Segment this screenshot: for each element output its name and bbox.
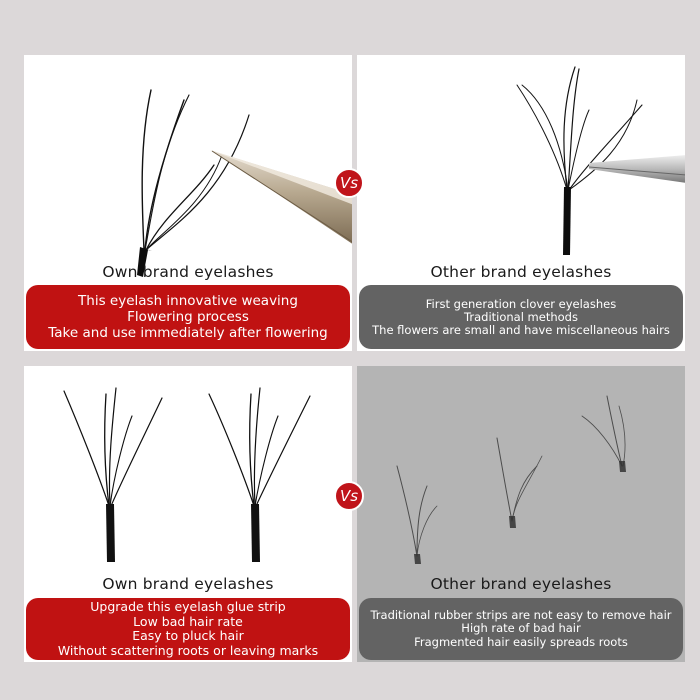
feature-line: Traditional rubber strips are not easy to remove hair [370,607,672,622]
other-brand-title: Other brand eyelashes [430,263,612,281]
own-brand-features-box [26,285,350,349]
feature-line: Without scattering roots or leaving marks [57,642,319,658]
feature-line: Low bad hair rate [133,613,243,629]
other-brand-features-box [359,598,683,660]
feature-line: Take and use immediately after flowering [48,325,328,341]
vs-badge: Vs [334,168,364,198]
own-brand-title: Own brand eyelashes [102,263,274,281]
own-brand-title: Own brand eyelashes [102,575,274,593]
feature-line: The flowers are small and have miscellaneous hairs [372,322,670,337]
feature-line: High rate of bad hair [461,621,581,636]
own-brand-features-box [26,598,350,660]
feature-line: First generation clover eyelashes [425,296,617,311]
other-brand-panel-2 [357,366,685,662]
other-brand-panel-1 [357,55,685,351]
own-brand-panel-2 [24,366,352,662]
feature-line: Flowering process [127,309,249,325]
feature-line: Fragmented hair easily spreads roots [414,634,628,649]
feature-line: This eyelash innovative weaving [78,293,298,309]
other-brand-features-box [359,285,683,349]
feature-line: Traditional methods [464,309,578,324]
feature-line: Upgrade this eyelash glue strip [90,599,286,614]
other-brand-title: Other brand eyelashes [430,575,612,593]
own-brand-panel-1 [24,55,352,351]
vs-badge: Vs [334,481,364,511]
feature-line: Easy to pluck hair [132,628,244,643]
